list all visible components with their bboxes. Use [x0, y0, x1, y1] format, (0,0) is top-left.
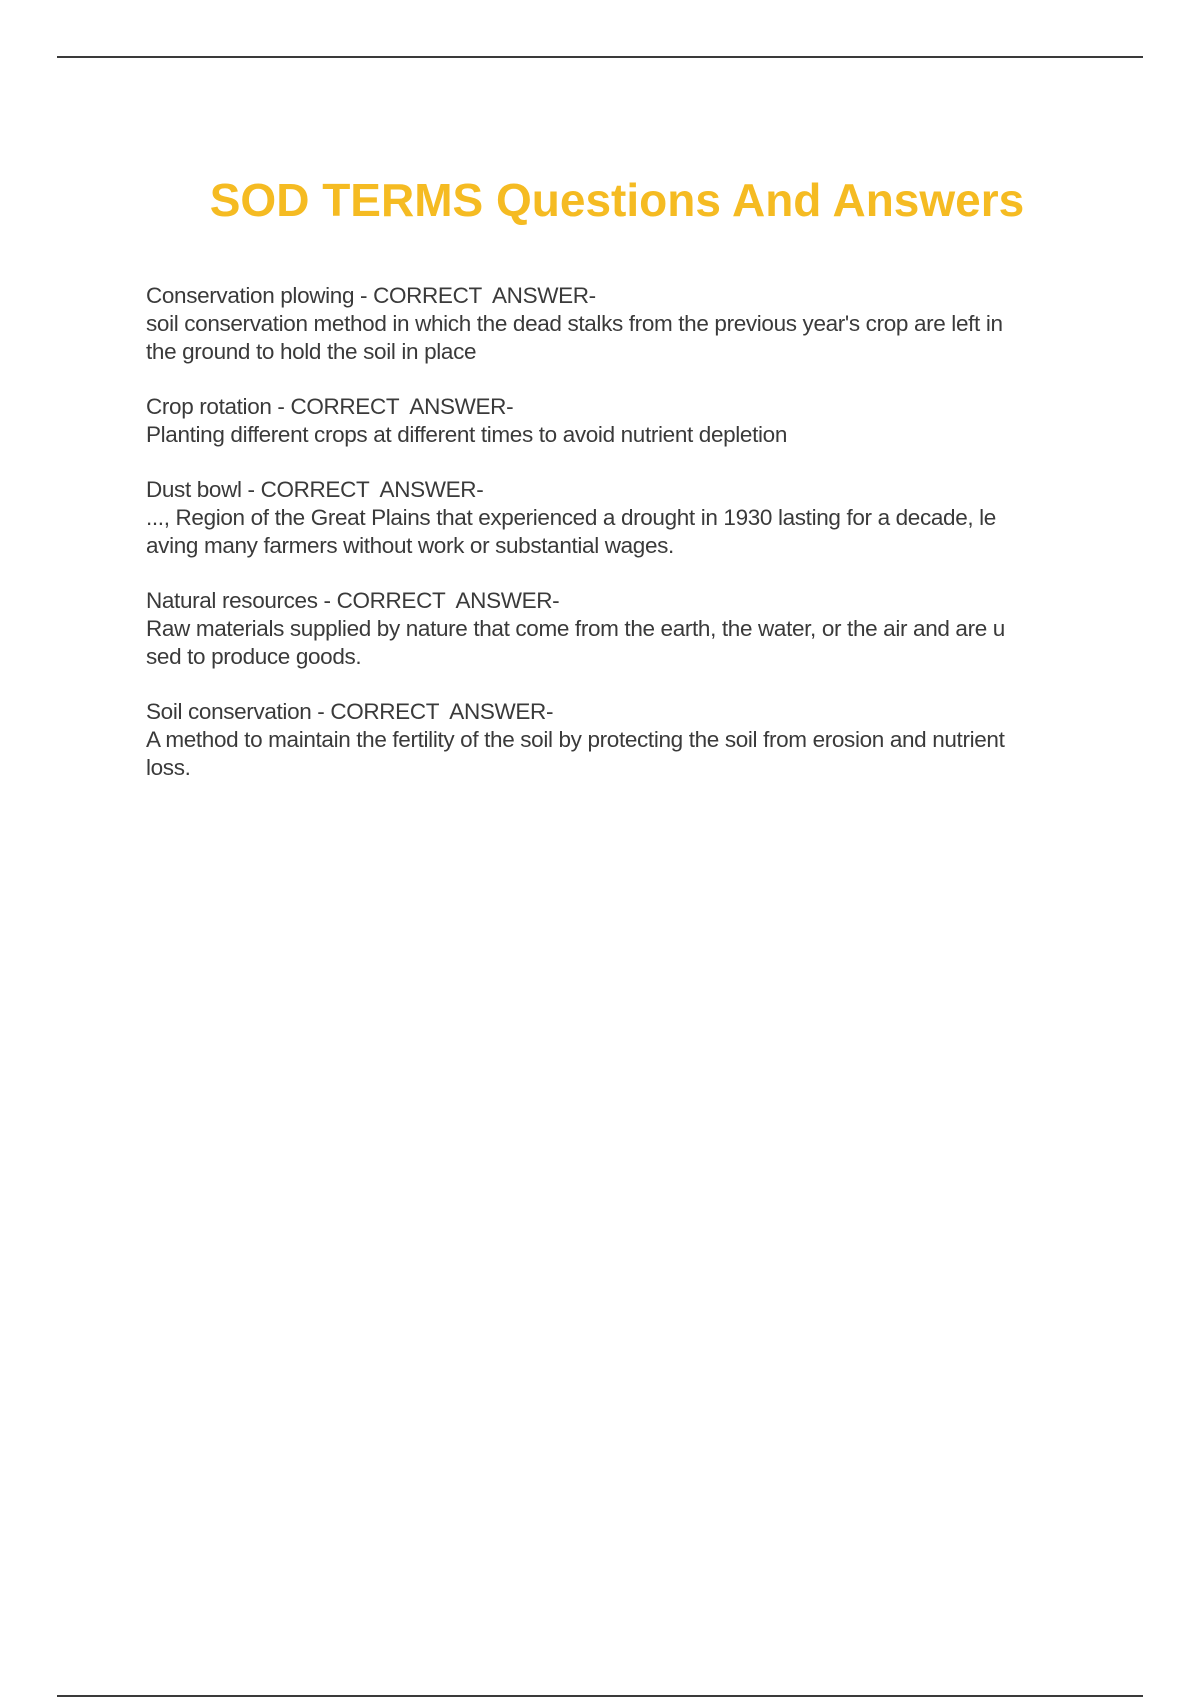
qa-term: Natural resources - CORRECT ANSWER-: [146, 588, 560, 613]
qa-item: [146, 698, 1086, 782]
qa-term: Crop rotation - CORRECT ANSWER-: [146, 394, 514, 419]
qa-definition: A method to maintain the fertility of the soil by protecting the soil from erosion and nutrient loss.: [146, 727, 1005, 780]
qa-item: [146, 282, 1086, 366]
qa-definition: ..., Region of the Great Plains that experienced a drought in 1930 lasting for a decade, le aving many farmers without work or substantial wages.: [146, 505, 996, 558]
qa-term: Soil conservation - CORRECT ANSWER-: [146, 699, 554, 724]
qa-item: [146, 587, 1086, 671]
qa-term: Dust bowl - CORRECT ANSWER-: [146, 477, 484, 502]
qa-term: Conservation plowing - CORRECT ANSWER-: [146, 283, 596, 308]
document-title: SOD TERMS Questions And Answers: [209, 174, 1025, 226]
qa-definition: Raw materials supplied by nature that come from the earth, the water, or the air and are u sed to produce goods.: [146, 616, 1005, 669]
bottom-rule: [57, 1695, 1143, 1697]
qa-definition: soil conservation method in which the dead stalks from the previous year's crop are left in the ground to hold the soil in place: [146, 311, 1003, 364]
qa-list: [146, 282, 1086, 809]
qa-definition: Planting different crops at different times to avoid nutrient depletion: [146, 422, 787, 447]
top-rule: [57, 56, 1143, 58]
qa-item: [146, 476, 1086, 560]
qa-item: [146, 393, 1086, 449]
